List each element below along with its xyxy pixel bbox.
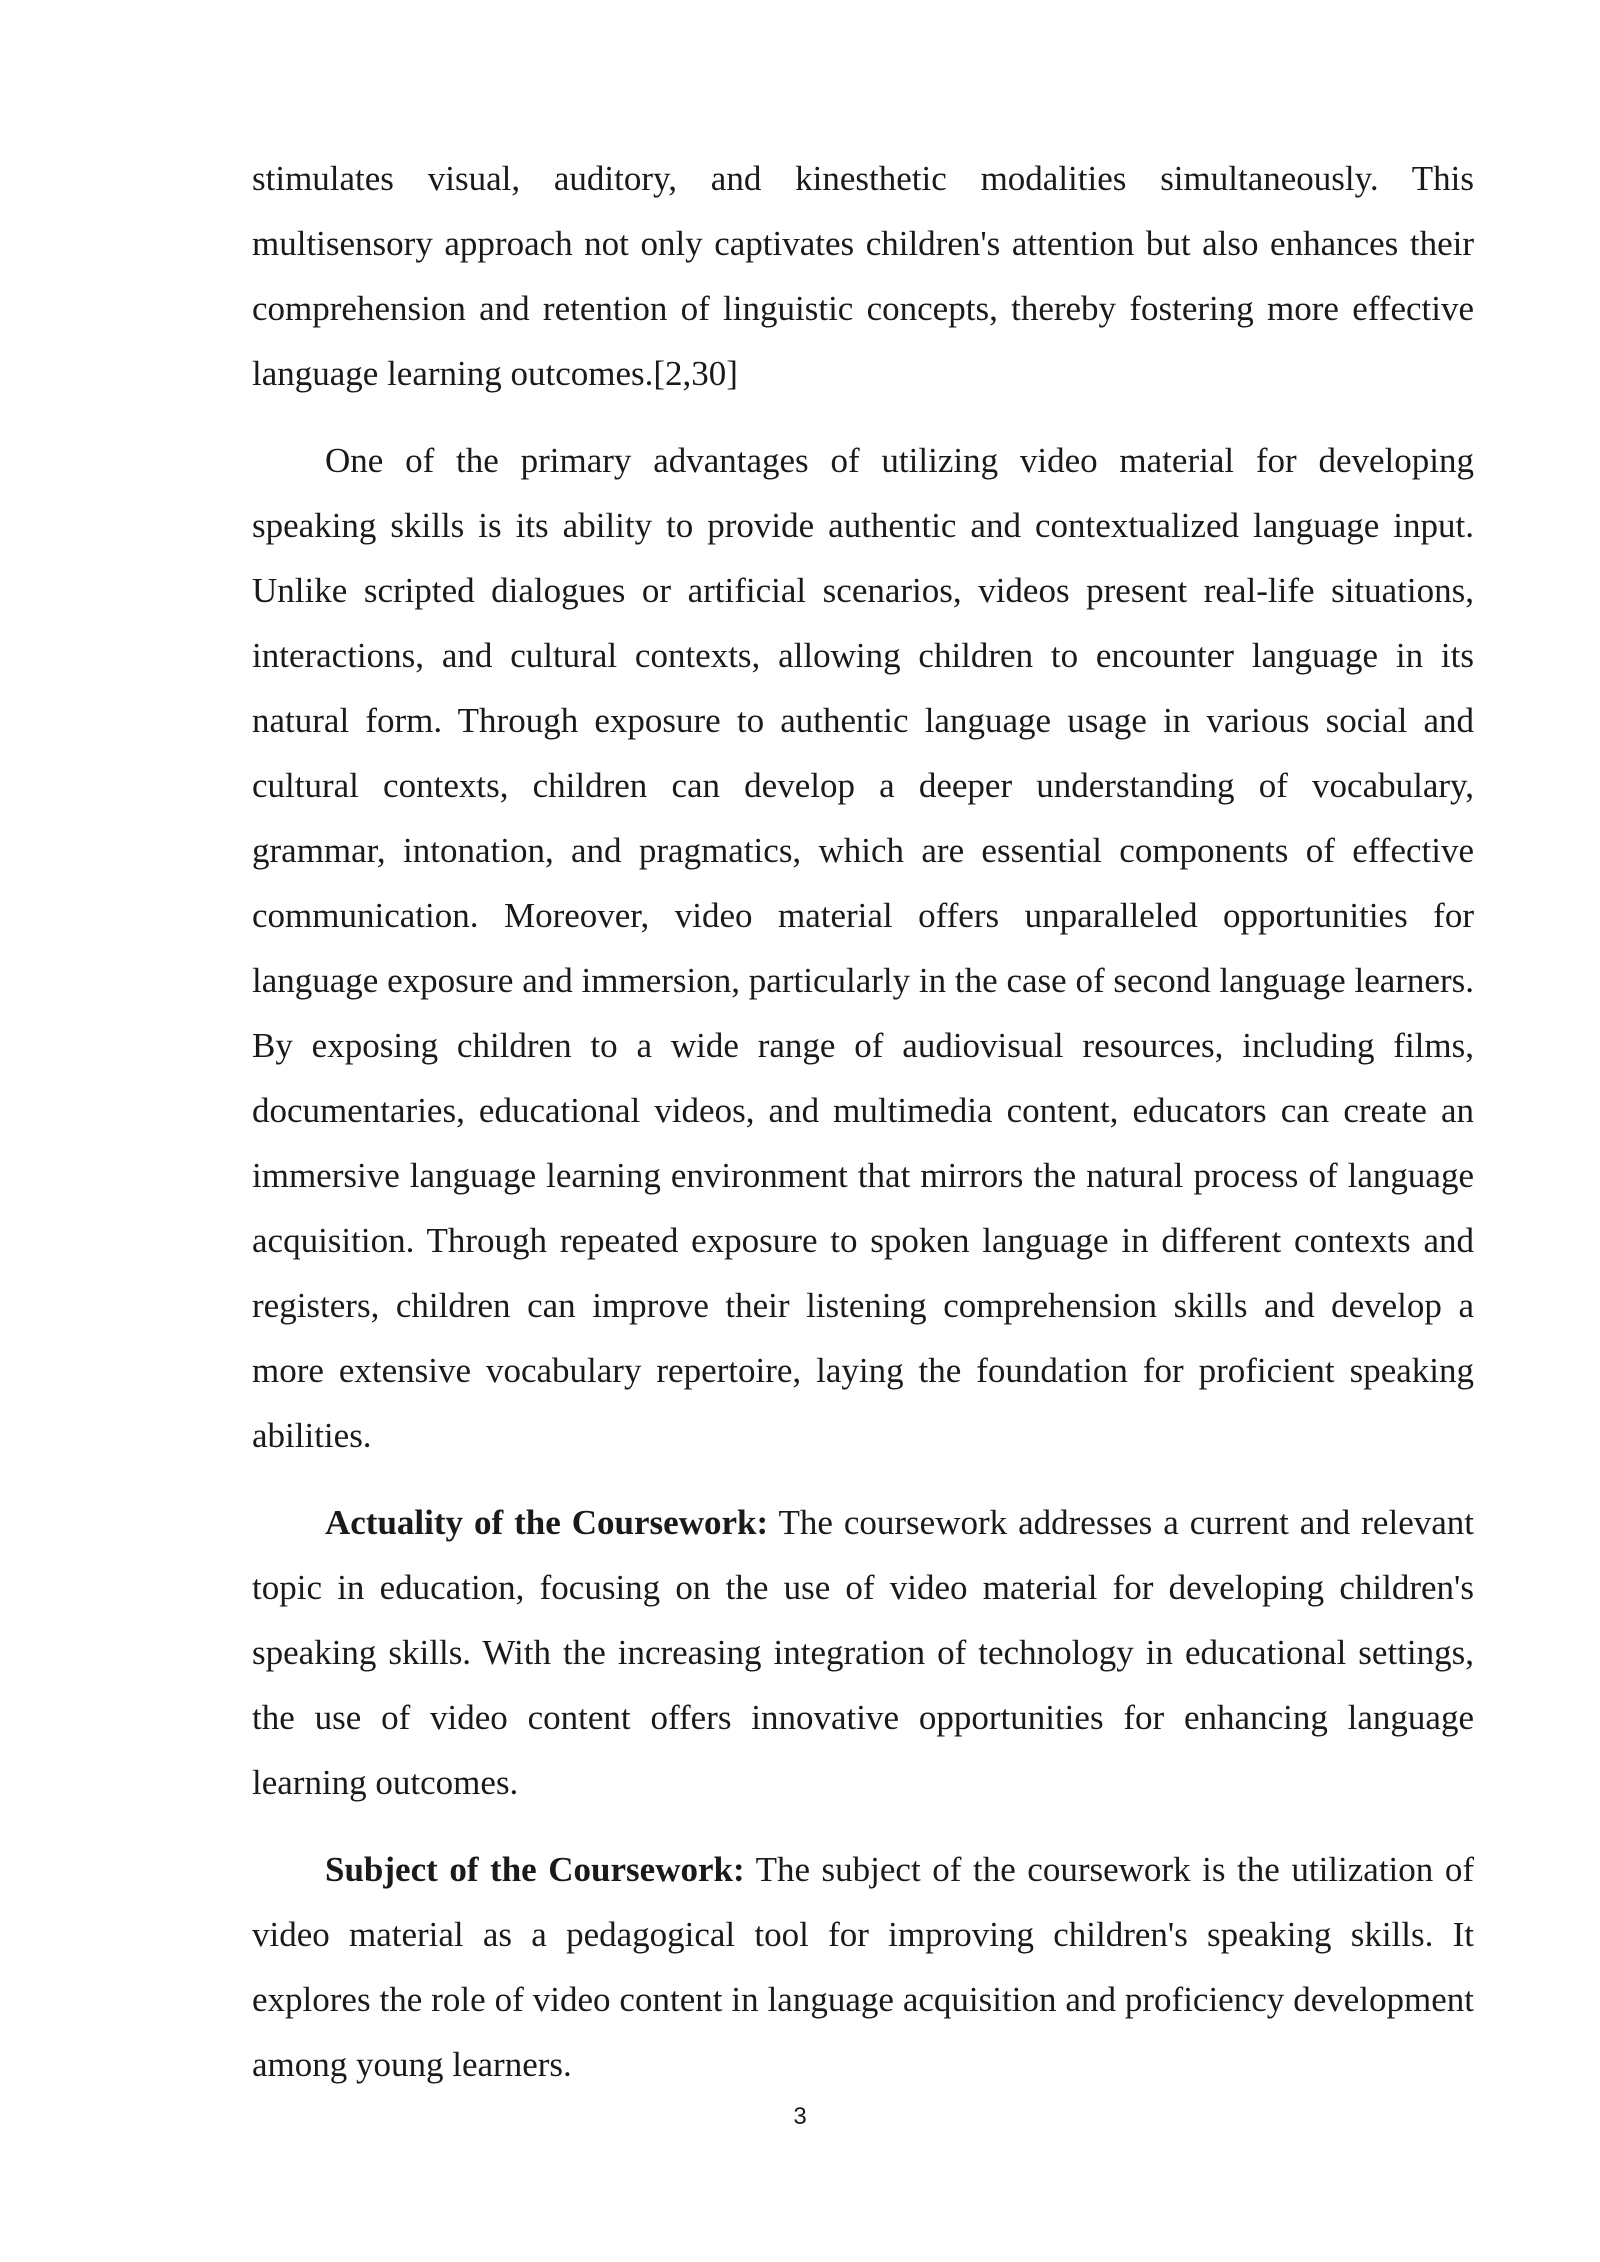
paragraph-subject — [252, 1837, 1474, 2097]
paragraph-actuality — [252, 1490, 1474, 1815]
paragraph-text: The coursework addresses a current and relevant topic in education, focusing on the use of video material for developing children's speaking skills. With the increasing integration of technology in educational settings, the use of video content offers innovative opportunities for enhancing language learning outcomes. — [252, 1503, 1474, 1802]
page-number: 3 — [793, 2103, 807, 2130]
paragraph-text: One of the primary advantages of utilizing video material for developing speaking skills is its ability to provide authentic and contextualized language input. Unlike scripted dialogues or artificial scenarios, videos present real-life situations, interactions, and cultural contexts, allowing children to encounter language in its natural form. Through exposure to authentic language usage in various social and cultural contexts, children can develop a deeper understanding of vocabulary, grammar, intonation, and pragmatics, which are essential components of effective communication. Moreover, video material offers unparalleled opportunities for language exposure and immersion, particularly in the case of second language learners. By exposing children to a wide range of audiovisual resources, including films, documentaries, educational videos, and multimedia content, educators can create an immersive language learning environment that mirrors the natural process of language acquisition. Through repeated exposure to spoken language in different contexts and registers, children can improve their listening comprehension skills and develop a more extensive vocabulary repertoire, laying the foundation for proficient speaking abilities. — [252, 441, 1474, 1455]
paragraph-text: stimulates visual, auditory, and kinesthetic modalities simultaneously. This multisensory approach not only captivates children's attention but also enhances their comprehension and retention of linguistic concepts, thereby fostering more effective language learning outcomes.[2,30] — [252, 159, 1474, 393]
paragraph-heading: Actuality of the Coursework: — [325, 1503, 769, 1542]
paragraph-heading: Subject of the Coursework: — [325, 1850, 745, 1889]
page-body — [252, 146, 1474, 2119]
paragraph-advantages — [252, 428, 1474, 1468]
paragraph-continuation — [252, 146, 1474, 406]
paragraph-text: The subject of the coursework is the utilization of video material as a pedagogical tool for improving children's speaking skills. It explores the role of video content in language acquisition and proficiency development among young learners. — [252, 1850, 1474, 2084]
